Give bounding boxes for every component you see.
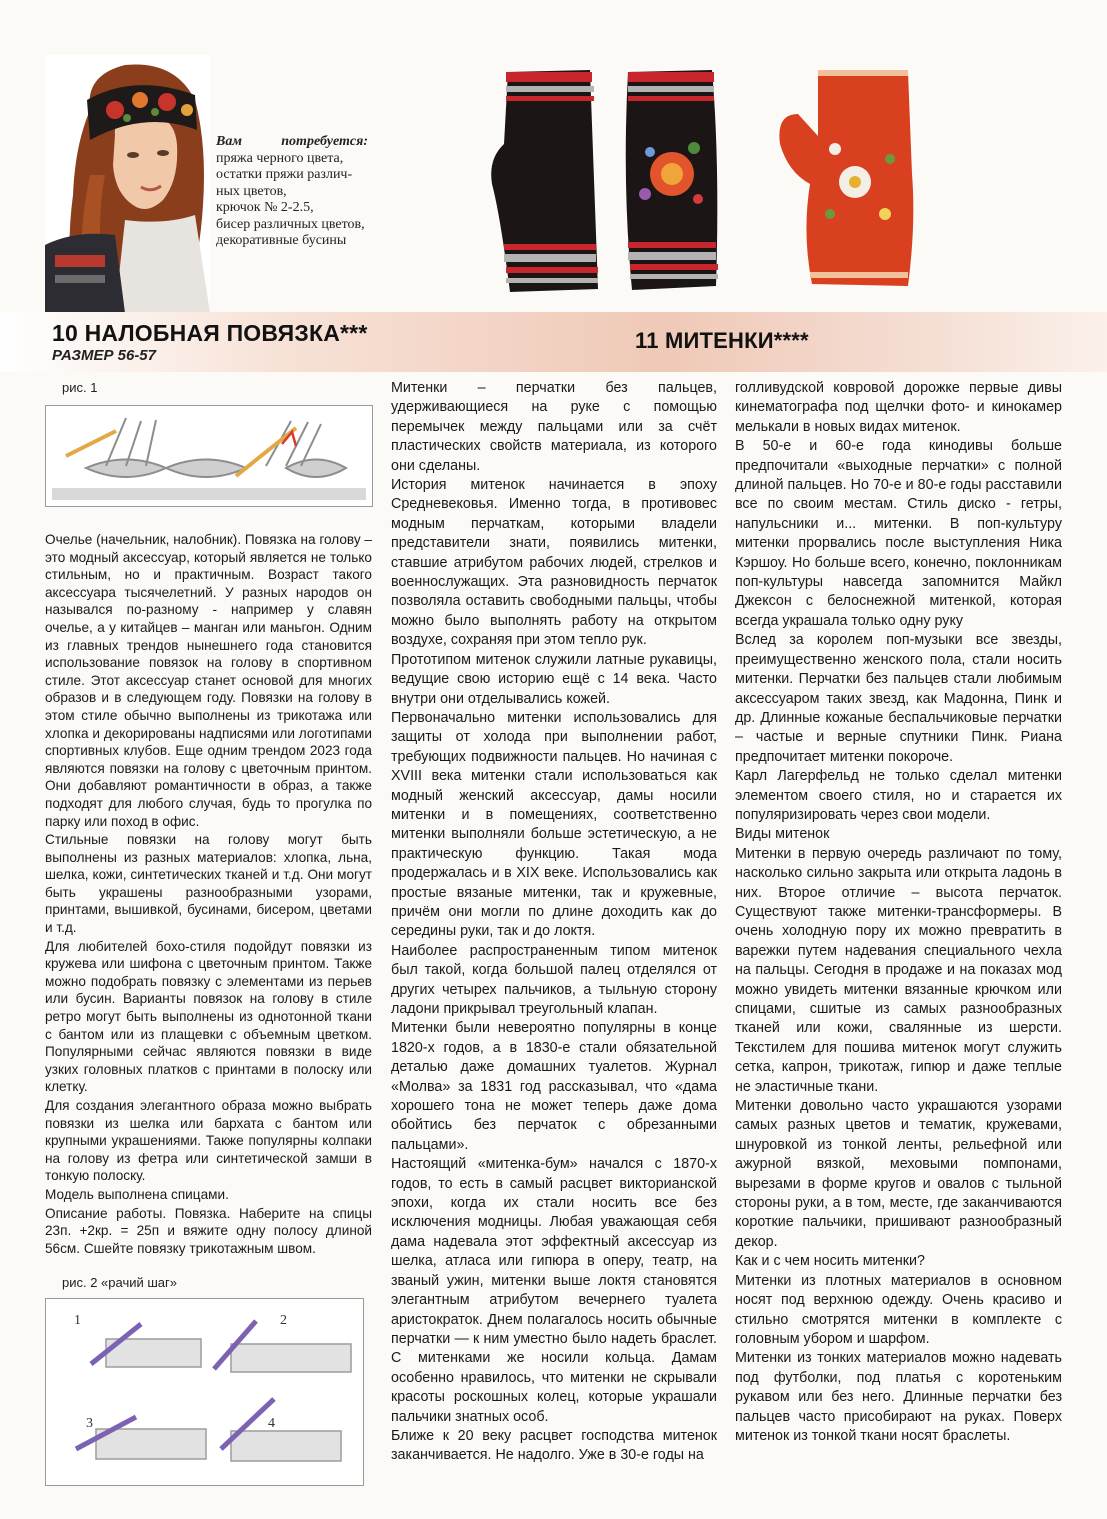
mittens-paragraph: Наиболее распространенным типом митенок был такой, когда большой палец отделялся от других четырех пальчиков, а тыльную сторону ладони прикрывал треугольный клапан. bbox=[391, 942, 717, 1017]
mittens-paragraph: голливудской ковровой дорожке первые дивы кинематографа под щелчки фото- и кинокамер мелькали в новых видах митенок. bbox=[735, 380, 1062, 435]
figure-1-caption: рис. 1 bbox=[62, 380, 98, 395]
crochet-diagram-2 bbox=[46, 1299, 363, 1485]
mittens-paragraph: Ближе к 20 веку расцвет господства митенок заканчивается. Не надолго. Уже в 30-е годы на bbox=[391, 1427, 717, 1464]
headband-size: РАЗМЕР 56-57 bbox=[52, 347, 156, 364]
mittens-paragraph: Митенки довольно часто украшаются узорами самых разных цветов и тематик, кружевами, шнуровкой из тонкой ленты, рельефной или ажурной вязкой, меховыми помпонами, вырезами в форме кругов и овалов с тыльной стороны руки, а в том, месте, где заканчиваются короткие пальчики, пришивают разнообразный декор. bbox=[735, 1098, 1062, 1250]
crochet-diagram-1 bbox=[46, 406, 372, 506]
materials-line-1: остатки пряжи различ- bbox=[216, 167, 353, 182]
materials-label: Вам потребуется: bbox=[216, 134, 368, 149]
materials-line-0: пряжа черного цвета, bbox=[216, 150, 344, 166]
mittens-article-column-1 bbox=[391, 379, 717, 1466]
materials-line-2: ных цветов, bbox=[216, 183, 287, 199]
mittens-paragraph: Настоящий «митенка-бум» начался с 1870-х годов, то есть в самый расцвет викторианской эпохи, когда их стали носить все без исключения модницы. Любая уважающая себя дама надевала этот эффектный аксессуар из шелка, атласа или гипюра в оперу, театр, на званый ужин, митенки выше локтя становятся элегантным атрибутом вечернего туалета аристократок. Днем полагалось носить обычные перчатки — к ним уместно было надеть браслет. С митенками же носили кольца. Дамам особенно нравилось, что митенки не скрывали красоты роскошных колец, которые украшали пальчики знатных особ. bbox=[391, 1156, 717, 1425]
materials-line-4: бисер различных цветов, bbox=[216, 216, 365, 232]
headband-paragraph: Для любителей бохо-стиля подойдут повязки из кружева или шифона с цветочным принтом. Также можно подобрать повязку с элементами из перьев или бусин. Варианты повязок на голову в стиле ретро могут быть выполнены из однотонной ткани с бантом или из плащевки с объемным цветком. Популярными сейчас являются повязки в виде узких головных платков с принтами в полоску или клетку. bbox=[45, 938, 372, 1095]
headband-paragraph: Описание работы. Повязка. Наберите на спицы 23п. +2кр. = 25п и вяжите одну полосу длиной 56см. Сшейте повязку трикотажным швом. bbox=[45, 1205, 372, 1256]
mittens-paragraph: Прототипом митенок служили латные рукавицы, ведущие свою историю ещё с 14 века. Часто внутри они отделывались кожей. bbox=[391, 651, 717, 707]
figure-1 bbox=[45, 405, 373, 507]
headband-article bbox=[45, 531, 372, 1258]
mittens-paragraph: Митенки – перчатки без пальцев, удерживающиеся на руке с помощью перемычек между пальцами или за счёт пластических свойств материала, из которого они сделаны. bbox=[391, 380, 717, 474]
mittens-subheading: Как и с чем носить митенки? bbox=[735, 1253, 925, 1270]
headband-paragraph: Стильные повязки на голову могут быть выполнены из разных материалов: хлопка, льна, шелка, кожи, синтетических тканей и т.д. Они могут быть украшены разнообразными узорами, принтами, вышивкой, бусинами, бисером, цветами и т.д. bbox=[45, 832, 372, 936]
mittens-paragraph: Митенки были невероятно популярны в конце 1820-х годов, а в 1830-е стали обязательной деталью даже домашних туалетов. Журнал «Молва» за 1831 год рассказывал, что «дама хорошего тона не может теперь даже дома обойтись без перчаток с обрезанными пальцами». bbox=[391, 1020, 717, 1153]
woman-headband-illustration bbox=[45, 55, 210, 313]
headband-photo bbox=[45, 55, 210, 313]
mittens-paragraph: Митенки из плотных материалов в основном носят под верхнюю одежду. Очень красиво и стильно смотрятся митенки в комплекте с головным убором и шарфом. bbox=[735, 1272, 1062, 1347]
mittens-paragraph: Карл Лагерфельд не только сделал митенки элементом своего стиля, но и старается их популяризировать через свои модели. bbox=[735, 768, 1062, 823]
materials-line-5: декоративные бусины bbox=[216, 233, 347, 248]
headband-paragraph: Модель выполнена спицами. bbox=[45, 1186, 229, 1202]
headband-paragraph: Для создания элегантного образа можно выбрать повязки из шелка или бархата с бантом или крупными украшениями. Также популярны колпаки на голову из фетра или синтетической замши в тонкую полоску. bbox=[45, 1098, 372, 1184]
mittens-paragraph: Митенки из тонких материалов можно надевать под футболки, под платья с коротеньким рукавом или без него. Длинные перчатки без пальцев часто присобирают на руках. Поверх митенок из тонкой ткани носят браслеты. bbox=[735, 1350, 1062, 1444]
figure-2-caption: рис. 2 «рачий шаг» bbox=[62, 1275, 178, 1290]
mittens-article-column-2 bbox=[735, 379, 1062, 1446]
figure-2 bbox=[45, 1298, 364, 1486]
mittens-paragraph: В 50-е и 60-е года кинодивы больше предпочитали «выходные перчатки» с полной длиной пальцев. Но 70-е и 80-е годы расставили все по своим местам. Стиль диско - гетры, напульсники и... митенки. В поп-культуру митенки прорвались после выступления Ника Кэршоу. Но больше всего, конечно, поклонникам поп-культуры навсегда запомнится Майкл Джексон с белоснежной митенкой, которая всегда украшала только одну руку bbox=[735, 438, 1062, 629]
mittens-paragraph: Вслед за королем поп-музыки все звезды, преимущественно женского пола, стали носить митенки. Перчатки без пальцев стали любимым аксессуаром таких звезд, как Мадонна, Пинк и др. Длинные кожаные беспальчиковые перчатки – частые и верные спутники Пинк. Риана предпочитает митенки покороче. bbox=[735, 632, 1062, 765]
step-2-number: 2 bbox=[280, 1313, 287, 1328]
mittens-paragraph: Первоначально митенки использовались для защиты от холода при выполнении работ, требующих подвижности пальцев. Но начиная с XVIII века митенки стали использоваться как модный женский аксессуар, дамы носили митенки и в помещениях, соответственно митенки выполняли больше эстетическую, а не практическую функцию. Такая мода продержалась и в XIX веке. Использовались как простые вязаные митенки, так и кружевные, причём они могли по длине доходить как до середины руки, так и до локтя. bbox=[391, 709, 717, 940]
mittens-subheading: Виды митенок bbox=[735, 826, 830, 843]
step-3-number: 3 bbox=[86, 1416, 93, 1431]
mittens-paragraph: Митенки в первую очередь различают по тому, насколько сильно закрыта или открыта ладонь в них. Второе отличие – высота перчаток. Существуют также митенки-трансформеры. В очень холодную пору их можно превратить в варежки путем надевания специального чехла на пальцы. Сегодня в продаже и на показах мод можно увидеть митенки вязанные крючком или спицами, сшитые из самых разнообразных тканей или кожи, свалянные из шерсти. Текстилем для пошива митенок могут служить сетка, капрон, трикотаж, гипюр и даже теплые не эластичные ткани. bbox=[735, 845, 1062, 1095]
step-1-number: 1 bbox=[74, 1313, 81, 1328]
headband-title: 10 НАЛОБНАЯ ПОВЯЗКА*** bbox=[52, 320, 368, 346]
mittens-photo bbox=[480, 64, 920, 299]
mittens-paragraph: История митенок начинается в эпоху Средневековья. Именно тогда, в противовес модным перчаткам, которыми владели представители знати, появились митенки, ставшие атрибутом рабочих людей, стрелков и военнослужащих. Эта разновидность перчаток позволяла оставить свободными пальцы, чтобы можно было выполнять работу на открытом воздухе, сохраняя при этом тепло рук. bbox=[391, 477, 717, 649]
mittens-illustration bbox=[480, 64, 920, 299]
step-4-number: 4 bbox=[268, 1416, 275, 1431]
materials-line-3: крючок № 2-2.5, bbox=[216, 200, 314, 215]
mittens-title: 11 МИТЕНКИ**** bbox=[635, 328, 809, 353]
materials-list bbox=[216, 134, 368, 250]
headband-paragraph: Очелье (начельник, налобник). Повязка на голову – это модный аксессуар, который является не только стильным, но и практичным. Возраст такого аксессуара тысячелетний. У разных народов он назывался по-разному - например у славян очелье, а у китайцев – манган или маньгон. Одним из главных трендов нынешнего года становится использование повязок на голову в спортивном стиле. Этот аксессуар станет основой для многих образов и в следующем году. Повязки на голову в этом стиле обычно выполнены из трикотажа или хлопка и декорированы надписями или логотипами спортивных клубов. Еще одним трендом 2023 года являются повязки на голову с цветочным принтом. Они добавляют романтичности в образ, а также подходят для любого случая, будь то прогулка по парку или поход в офис. bbox=[45, 532, 372, 829]
